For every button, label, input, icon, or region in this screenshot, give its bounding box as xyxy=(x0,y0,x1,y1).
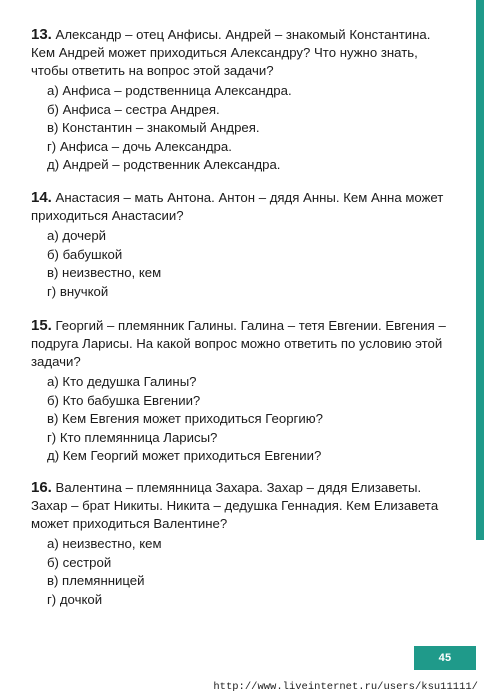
page-number: 45 xyxy=(438,652,452,664)
source-url: http://www.liveinternet.ru/users/ksu11111/ xyxy=(213,681,478,693)
problem-statement xyxy=(31,479,456,533)
problem-statement xyxy=(31,317,456,371)
problem-text: Анастасия – мать Антона. Антон – дядя Анны. Кем Анна может приходиться Анастасии? xyxy=(31,190,444,223)
answer-options xyxy=(31,82,456,175)
problem-15 xyxy=(31,317,456,466)
answer-options xyxy=(31,535,456,609)
problem-14 xyxy=(31,189,456,301)
answer-option: б) сестрой xyxy=(47,554,112,570)
problem-statement xyxy=(31,189,456,225)
answer-option: а) Кто дедушка Галины? xyxy=(47,374,197,389)
problem-number: 16. xyxy=(31,479,52,496)
answer-option: а) неизвестно, кем xyxy=(47,536,162,551)
page-number-tab xyxy=(414,646,476,670)
answer-option: в) Кем Евгения может приходиться Георгию? xyxy=(47,411,323,426)
answer-option: д) Кем Георгий может приходиться Евгении? xyxy=(47,448,322,463)
problem-text: Георгий – племянник Галины. Галина – тетя Евгении. Евгения – подруга Ларисы. На какой вопрос можно ответить по условию этой задачи? xyxy=(31,318,446,369)
problem-text: Александр – отец Анфисы. Андрей – знакомый Константина. Кем Андрей может приходиться Александру? Что нужно знать, чтобы ответить на вопрос этой задачи? xyxy=(31,27,431,78)
answer-option: б) Кто бабушка Евгении? xyxy=(47,392,201,408)
answer-option: г) внучкой xyxy=(47,283,109,299)
problem-16 xyxy=(31,479,456,609)
answer-option: б) бабушкой xyxy=(47,246,123,262)
answer-option: в) племянницей xyxy=(47,573,145,588)
answer-option: а) Анфиса – родственница Александра. xyxy=(47,83,292,98)
problem-statement xyxy=(31,26,456,80)
problem-13 xyxy=(31,26,456,175)
teal-side-stripe xyxy=(476,0,484,540)
answer-option: б) Анфиса – сестра Андрея. xyxy=(47,101,220,117)
problem-number: 14. xyxy=(31,189,52,206)
problem-text: Валентина – племянница Захара. Захар – дядя Елизаветы. Захар – брат Никиты. Никита – дедушка Геннадия. Кем Елизавета может приходиться Валентине? xyxy=(31,480,439,531)
problem-number: 15. xyxy=(31,317,52,334)
problem-number: 13. xyxy=(31,26,52,43)
answer-option: в) Константин – знакомый Андрея. xyxy=(47,120,260,135)
answer-option: в) неизвестно, кем xyxy=(47,265,162,280)
answer-option: г) дочкой xyxy=(47,591,103,607)
answer-options xyxy=(31,227,456,301)
answer-option: г) Кто племянница Ларисы? xyxy=(47,429,218,445)
answer-option: д) Андрей – родственник Александра. xyxy=(47,157,281,172)
answer-options xyxy=(31,373,456,466)
answer-option: г) Анфиса – дочь Александра. xyxy=(47,138,232,154)
answer-option: а) дочерй xyxy=(47,228,107,243)
